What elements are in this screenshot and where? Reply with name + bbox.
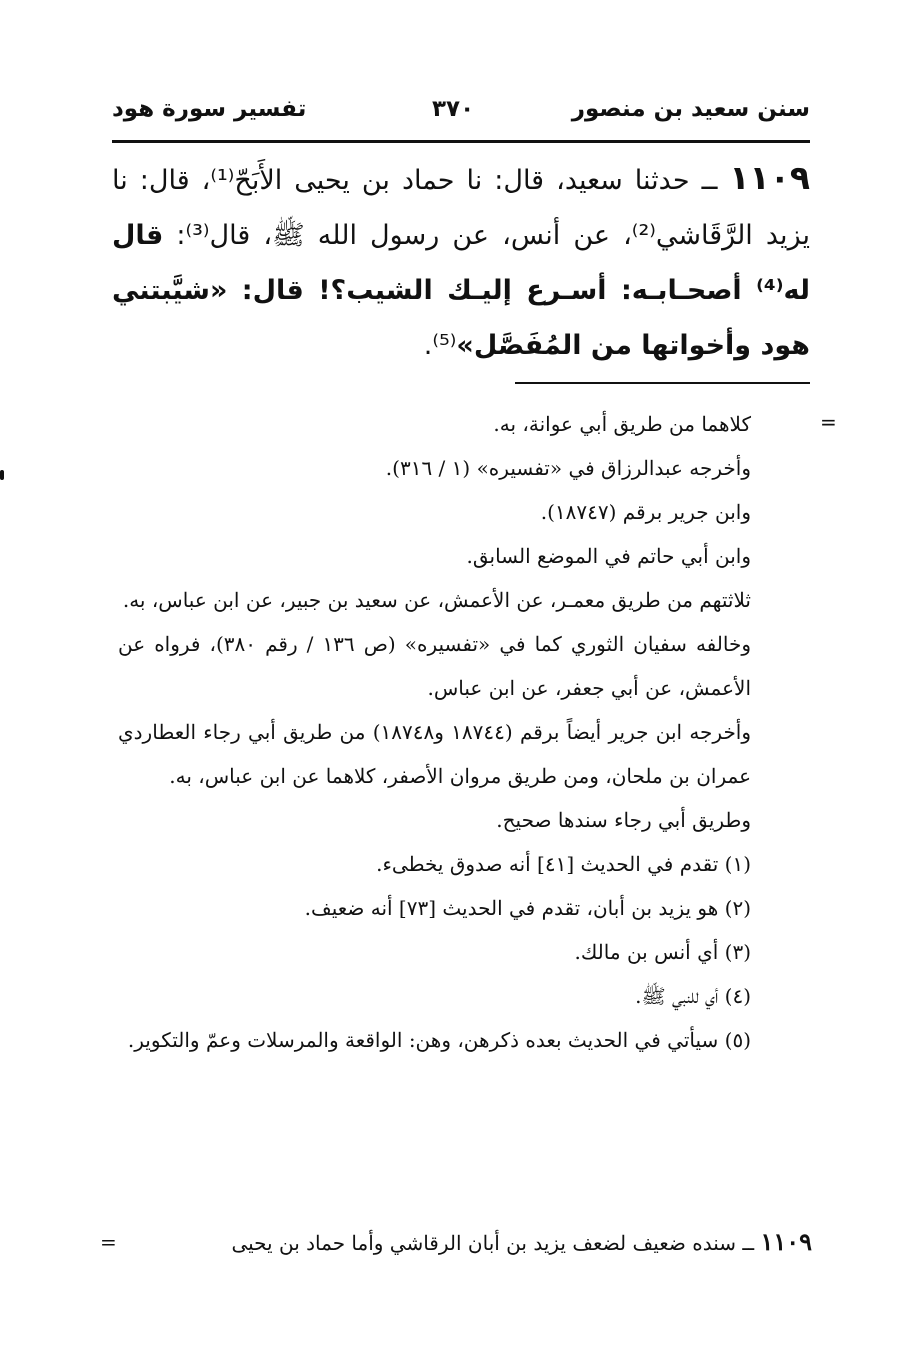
footer-dash: ــ: [742, 1231, 755, 1255]
footnote-line: (٤) أي للنبي ﷺ.: [635, 984, 751, 1008]
footnote-line: (٣) أي أنس بن مالك.: [574, 940, 751, 964]
hadith-number: ١١٠٩: [729, 158, 810, 197]
footnote-line: وأخرجه عبدالرزاق في «تفسيره» (١ / ٣١٦).: [385, 456, 751, 480]
hadith-text: [112, 150, 810, 373]
footnote-line: وطريق أبي رجاء سندها صحيح.: [496, 808, 751, 832]
chapter-title: تفسير سورة هود: [112, 96, 307, 122]
hadith-end: ⁽⁵⁾.: [423, 330, 457, 361]
page-number: ٣٧٠: [432, 96, 475, 122]
footnote-line: (٥) سيأتي في الحديث بعده ذكرهن، وهن: الواقعة والمرسلات وعمّ والتكوير.: [127, 1028, 751, 1052]
hadith-matn: قال له⁽⁴⁾ أصحـابـه: أسـرع إليـك الشيب؟! قال: «شيَّبتني هود وأخواتها من المُفَصَّل»: [112, 220, 810, 361]
hadith-dash: ــ: [701, 165, 718, 196]
next-hadith-note: [100, 1222, 812, 1263]
footnote-line: (١) تقدم في الحديث [٤١] أنه صدوق يخطىء.: [376, 852, 751, 876]
footnote-line: كلاهما من طريق أبي عوانة، به.: [493, 412, 751, 436]
continuation-mark: =: [820, 410, 837, 434]
page-header: [112, 96, 810, 136]
footnote-line: ثلاثتهم من طريق معمـر، عن الأعمش، عن سعيد بن جبير، عن ابن عباس، به.: [122, 588, 751, 612]
footer-text: سنده ضعيف لضعف يزيد بن أبان الرقاشي وأما حماد بن يحيى: [231, 1231, 736, 1255]
footer-continuation-mark: =: [100, 1230, 117, 1254]
footnotes: [118, 402, 813, 1062]
footnote-line: وأخرجه ابن جرير أيضاً برقم (١٨٧٤٤ و١٨٧٤٨) من طريق أبي رجاء العطاردي عمران بن ملحان، ومن طريق مروان الأصفر، كلاهما عن ابن عباس، به.: [118, 720, 752, 788]
footnote-line: وخالفه سفيان الثوري كما في «تفسيره» (ص ١٣٦ / رقم ٣٨٠)، فرواه عن الأعمش، عن أبي جعفر، عن ابن عباس.: [118, 632, 751, 700]
footnote-line: (٢) هو يزيد بن أبان، تقدم في الحديث [٧٣] أنه ضعيف.: [304, 896, 751, 920]
header-divider: [112, 140, 810, 143]
scan-mark: [0, 470, 4, 480]
hadith-chain: حدثنا سعيد، قال: نا حماد بن يحيى الأَبَحّ⁽¹⁾، قال: نا يزيد الرَّقَاشي⁽²⁾، عن أنس، عن رسول الله ﷺ، قال⁽³⁾:: [112, 165, 810, 251]
footnote-divider: [515, 382, 810, 384]
footer-hadith-number: ١١٠٩: [760, 1227, 812, 1256]
footnote-line: وابن أبي حاتم في الموضع السابق.: [466, 544, 751, 568]
book-title: سنن سعيد بن منصور: [571, 96, 810, 122]
footnote-line: وابن جرير برقم (١٨٧٤٧).: [540, 500, 751, 524]
